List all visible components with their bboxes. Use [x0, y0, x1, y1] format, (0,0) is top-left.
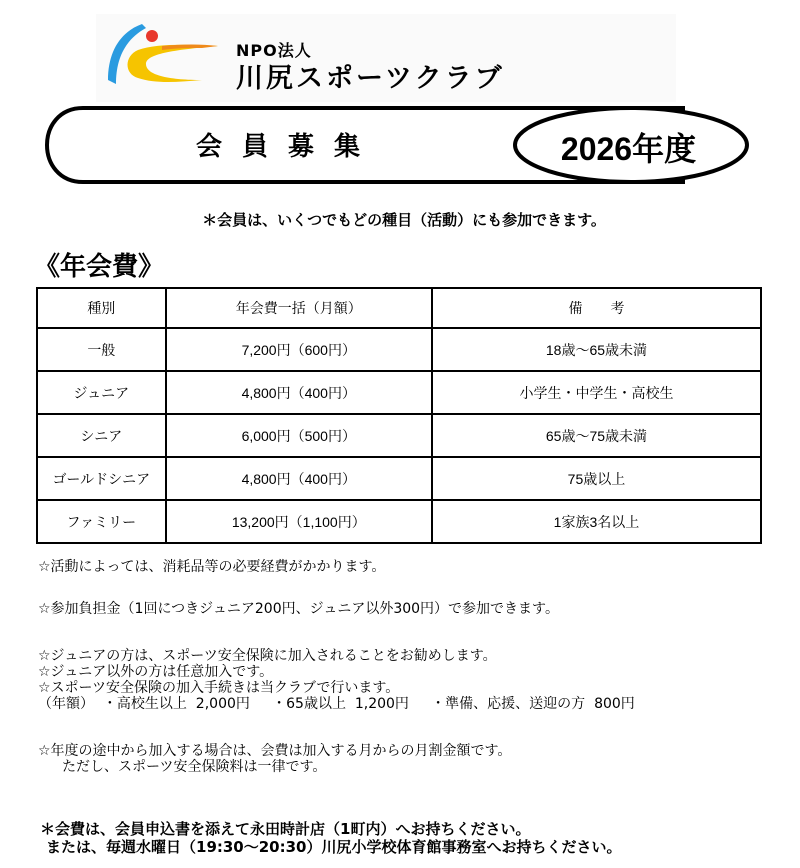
table-row [37, 457, 761, 500]
footer-line: または、毎週水曜日（19:30～20:30）川尻小学校体育館事務室へお持ちください。 [46, 838, 622, 856]
cell-fee: 6,000円（500円） [166, 414, 432, 457]
logo-header [96, 14, 676, 102]
note-line: ☆ジュニアの方は、スポーツ安全保険に加入されることをお勧めします。 [38, 648, 497, 664]
note-text: ☆参加負担金（1回につきジュニア200円、ジュニア以外300円）で参加できます。 [38, 601, 559, 617]
cell-note: 65歳～75歳未満 [432, 414, 761, 457]
table-row [37, 500, 761, 543]
cell-type: ジュニア [37, 371, 166, 414]
cell-type: ゴールドシニア [37, 457, 166, 500]
cell-note: 18歳～65歳未満 [432, 328, 761, 371]
table-row [37, 371, 761, 414]
note-line: ☆スポーツ安全保険の加入手続きは当クラブで行います。 [38, 680, 400, 696]
cell-fee: 7,200円（600円） [166, 328, 432, 371]
note-participation-fee [38, 601, 559, 617]
header-note: 備 考 [432, 288, 761, 328]
note-mid-year [38, 743, 511, 775]
banner-title: 会員募集 [195, 132, 380, 162]
cell-fee: 13,200円（1,100円） [166, 500, 432, 543]
note-line: ☆ジュニア以外の方は任意加入です。 [38, 664, 274, 680]
note-line: ただし、スポーツ安全保険料は一律です。 [62, 759, 327, 775]
cell-note: 1家族3名以上 [432, 500, 761, 543]
fee-table [36, 287, 762, 544]
cell-note: 小学生・中学生・高校生 [432, 371, 761, 414]
table-row [37, 328, 761, 371]
payment-instructions [40, 820, 622, 856]
club-logo-icon [102, 22, 222, 92]
note-line: ☆年度の途中から加入する場合は、会費は加入する月からの月割金額です。 [38, 743, 512, 759]
note-text: ☆活動によっては、消耗品等の必要経費がかかります。 [38, 559, 386, 575]
table-header-row [37, 288, 761, 328]
table-row [37, 414, 761, 457]
banner-year: 2026年度 [560, 131, 697, 167]
org-type: NPO法人 [236, 41, 312, 60]
section-title: 《年会費》 [34, 252, 165, 282]
cell-note: 75歳以上 [432, 457, 761, 500]
intro-note: ＊会員は、いくつでもどの種目（活動）にも参加できます。 [202, 211, 606, 229]
header-fee: 年会費一括（月額） [166, 288, 432, 328]
footer-line: ＊会費は、会員申込書を添えて永田時計店（1町内）へお持ちください。 [40, 820, 531, 838]
membership-banner [43, 104, 751, 186]
insurance-fees-line: （年額） ・高校生以上 2,000円 ・65歳以上 1,200円 ・準備、応援、送迎の方 800円 [38, 696, 635, 712]
header-type: 種別 [37, 288, 166, 328]
cell-type: 一般 [37, 328, 166, 371]
cell-fee: 4,800円（400円） [166, 457, 432, 500]
cell-type: シニア [37, 414, 166, 457]
cell-fee: 4,800円（400円） [166, 371, 432, 414]
note-insurance [38, 648, 635, 712]
note-consumables [38, 559, 385, 575]
cell-type: ファミリー [37, 500, 166, 543]
org-name: 川尻スポーツクラブ [236, 63, 505, 94]
